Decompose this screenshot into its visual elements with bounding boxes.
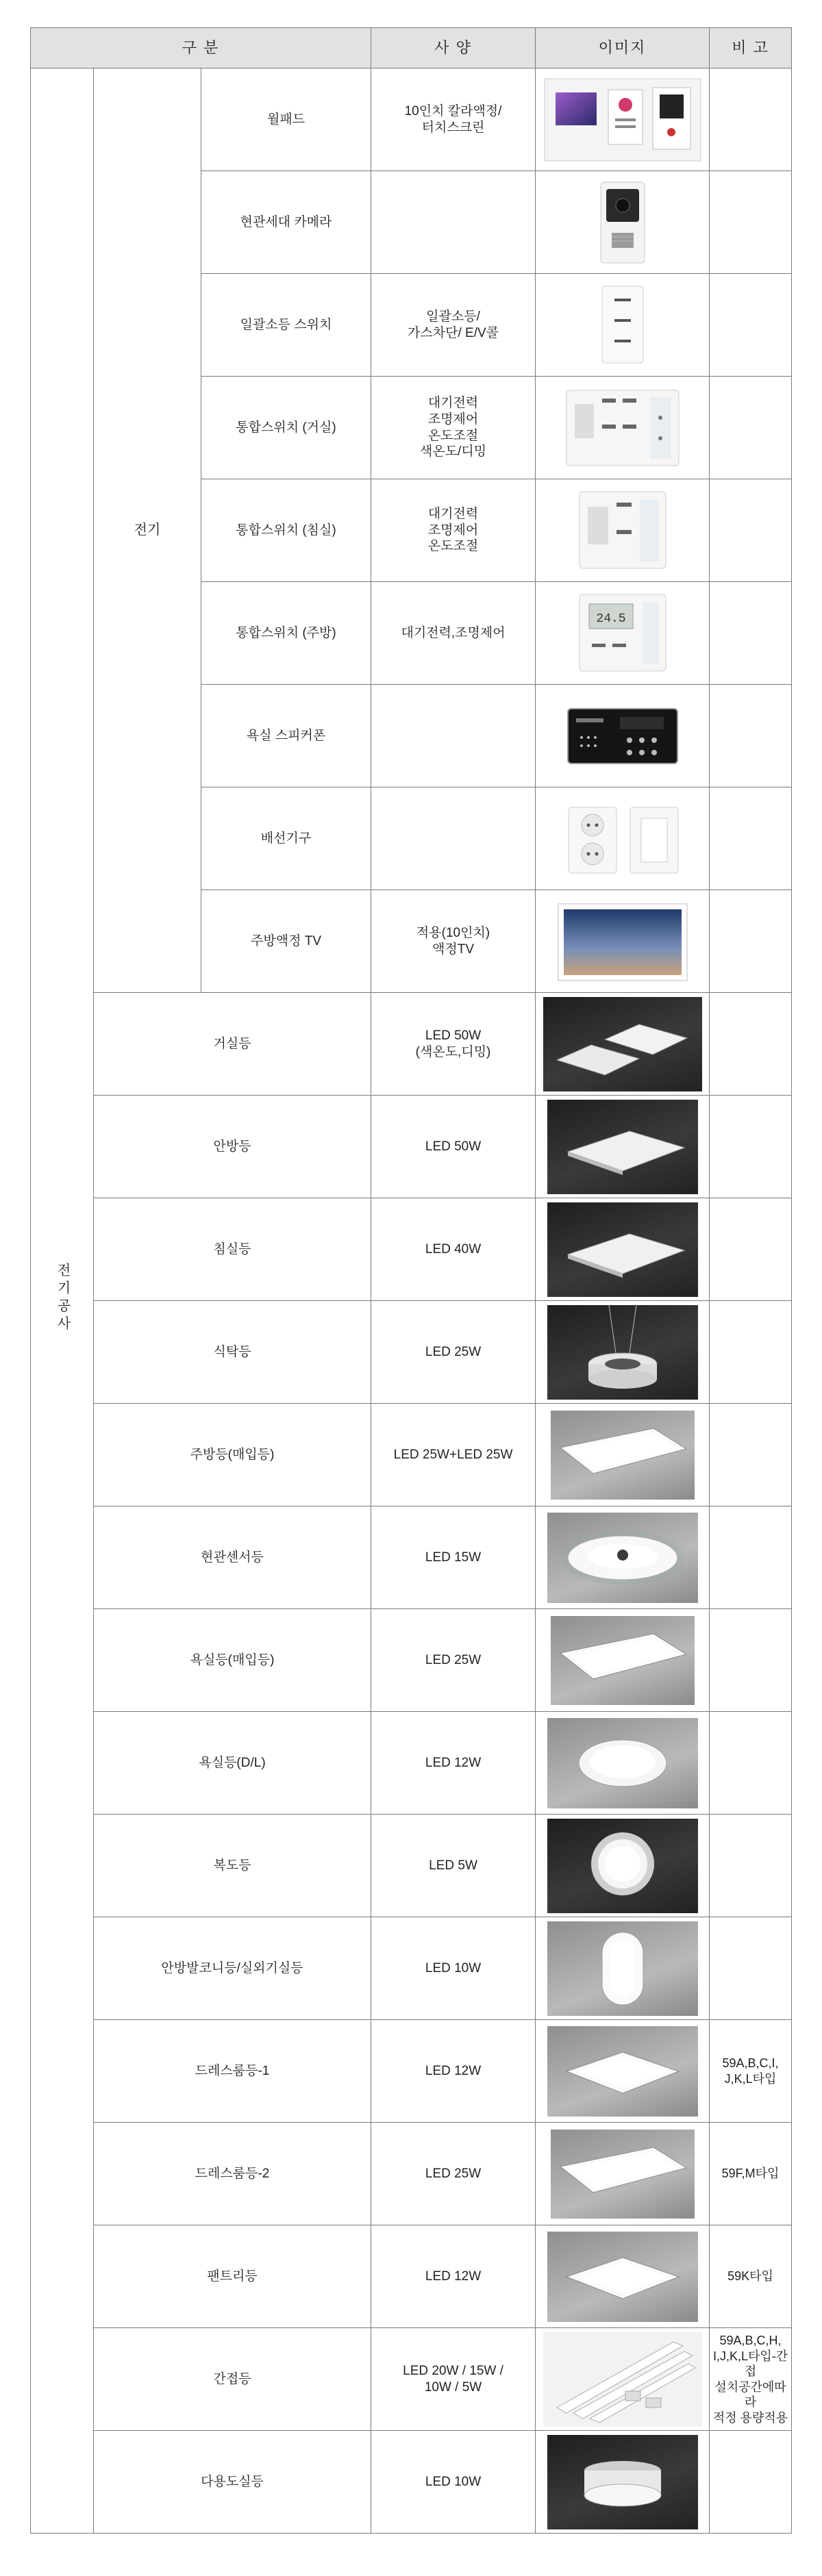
item-spec: LED 25W+LED 25W [371,1404,536,1506]
item-spec: LED 12W [371,2225,536,2328]
item-spec [371,171,536,274]
item-spec: LED 40W [371,1198,536,1301]
item-name: 현관세대 카메라 [201,171,371,274]
item-name: 침실등 [94,1198,371,1301]
item-name: 안방등 [94,1096,371,1198]
item-name: 욕실 스피커폰 [201,685,371,787]
oval-bulkhead-light-image [536,1917,710,2020]
item-spec: 적용(10인치) 액정TV [371,890,536,993]
item-name: 복도등 [94,1815,371,1917]
item-name: 거실등 [94,993,371,1096]
item-note [710,479,792,582]
table-row [31,1301,792,1404]
item-note [710,582,792,685]
item-name: 주방등(매입등) [94,1404,371,1506]
item-note [710,1301,792,1404]
table-row [31,1712,792,1815]
item-note [710,171,792,274]
square-panel-light-image [536,2020,710,2123]
linear-profile-light-image [536,2328,710,2431]
item-spec: LED 50W (색온도,디밍) [371,993,536,1096]
bedroom-switch-image [536,479,710,582]
item-note [710,1712,792,1815]
item-name: 간접등 [94,2328,371,2431]
pendant-ring-light-image [536,1301,710,1404]
table-row [31,1609,792,1712]
item-name: 안방발코니등/실외기실등 [94,1917,371,2020]
table-row [31,1917,792,2020]
item-spec: 대기전력 조명제어 온도조절 [371,479,536,582]
item-note [710,2431,792,2534]
item-note [710,1815,792,1917]
item-name: 일괄소등 스위치 [201,274,371,377]
item-spec: LED 25W [371,1609,536,1712]
item-note [710,1506,792,1609]
table-row [31,68,792,171]
item-note [710,68,792,171]
item-spec [371,787,536,890]
item-note [710,1198,792,1301]
spec-table [30,27,792,2534]
item-spec: LED 20W / 15W / 10W / 5W [371,2328,536,2431]
item-name: 다용도실등 [94,2431,371,2534]
table-row [31,1815,792,1917]
item-note: 59F,M타입 [710,2123,792,2225]
kitchen-switch-image [536,582,710,685]
item-name: 드레스룸등-1 [94,2020,371,2123]
item-name: 욕실등(D/L) [94,1712,371,1815]
long-panel-light-image [536,2123,710,2225]
table-row [31,2431,792,2534]
division-cell [31,68,94,2534]
wallpad-image [536,68,710,171]
table-row [31,1404,792,1506]
item-note [710,1404,792,1506]
item-name: 통합스위치 (주방) [201,582,371,685]
item-note [710,377,792,479]
downlight-image [536,1712,710,1815]
item-name: 욕실등(매입등) [94,1609,371,1712]
header-spec: 사 양 [371,28,536,68]
item-note [710,1096,792,1198]
item-spec: LED 50W [371,1096,536,1198]
item-spec: 대기전력 조명제어 온도조절 색온도/디밍 [371,377,536,479]
subgroup-cell: 전기 [94,68,201,993]
table-row [31,1198,792,1301]
item-note: 59A,B,C,I, J,K,L타입 [710,2020,792,2123]
living-switch-image [536,377,710,479]
header-note: 비 고 [710,28,792,68]
item-note [710,1609,792,1712]
kitchen-tv-image [536,890,710,993]
item-spec: LED 12W [371,2020,536,2123]
item-note: 59K타입 [710,2225,792,2328]
item-spec [371,685,536,787]
item-name: 드레스룸등-2 [94,2123,371,2225]
item-spec: 대기전력,조명제어 [371,582,536,685]
item-note [710,993,792,1096]
outlet-switch-image [536,787,710,890]
svg-text:24.5: 24.5 [595,611,626,626]
small-downlight-image [536,1815,710,1917]
item-note [710,787,792,890]
double-panel-light-image [536,993,710,1096]
division-label: 전기공사 [55,1263,70,1335]
header-image: 이미지 [536,28,710,68]
item-name: 배선기구 [201,787,371,890]
item-name: 식탁등 [94,1301,371,1404]
item-spec: LED 5W [371,1815,536,1917]
square-panel-light-image [536,2225,710,2328]
item-name: 주방액정 TV [201,890,371,993]
item-spec: LED 10W [371,2431,536,2534]
item-note [710,685,792,787]
item-spec: 일괄소등/ 가스차단/ E/V콜 [371,274,536,377]
item-spec: LED 25W [371,2123,536,2225]
item-note [710,1917,792,2020]
table-row [31,1096,792,1198]
drum-ceiling-light-image [536,2431,710,2534]
item-spec: LED 10W [371,1917,536,2020]
item-name: 통합스위치 (거실) [201,377,371,479]
item-name: 현관센서등 [94,1506,371,1609]
item-spec: LED 15W [371,1506,536,1609]
master-switch-image [536,274,710,377]
table-row [31,993,792,1096]
header-category: 구 분 [31,28,371,68]
header-row [31,28,792,68]
table-row [31,2225,792,2328]
item-note [710,274,792,377]
item-note [710,890,792,993]
item-spec: LED 12W [371,1712,536,1815]
sensor-round-light-image [536,1506,710,1609]
item-note: 59A,B,C,H, I,J,K,L타입-간접 설치공간에따라 적정 용량적용 [710,2328,792,2431]
item-spec: 10인치 칼라액정/ 터치스크린 [371,68,536,171]
bath-speakerphone-image [536,685,710,787]
square-panel-light-image [536,1198,710,1301]
item-name: 팬트리등 [94,2225,371,2328]
item-name: 통합스위치 (침실) [201,479,371,582]
table-row [31,2328,792,2431]
table-row [31,2123,792,2225]
long-panel-light-image [536,1404,710,1506]
item-spec: LED 25W [371,1301,536,1404]
door-camera-image [536,171,710,274]
item-name: 월패드 [201,68,371,171]
table-row [31,2020,792,2123]
long-panel-light-image [536,1609,710,1712]
square-panel-light-image [536,1096,710,1198]
table-row [31,1506,792,1609]
